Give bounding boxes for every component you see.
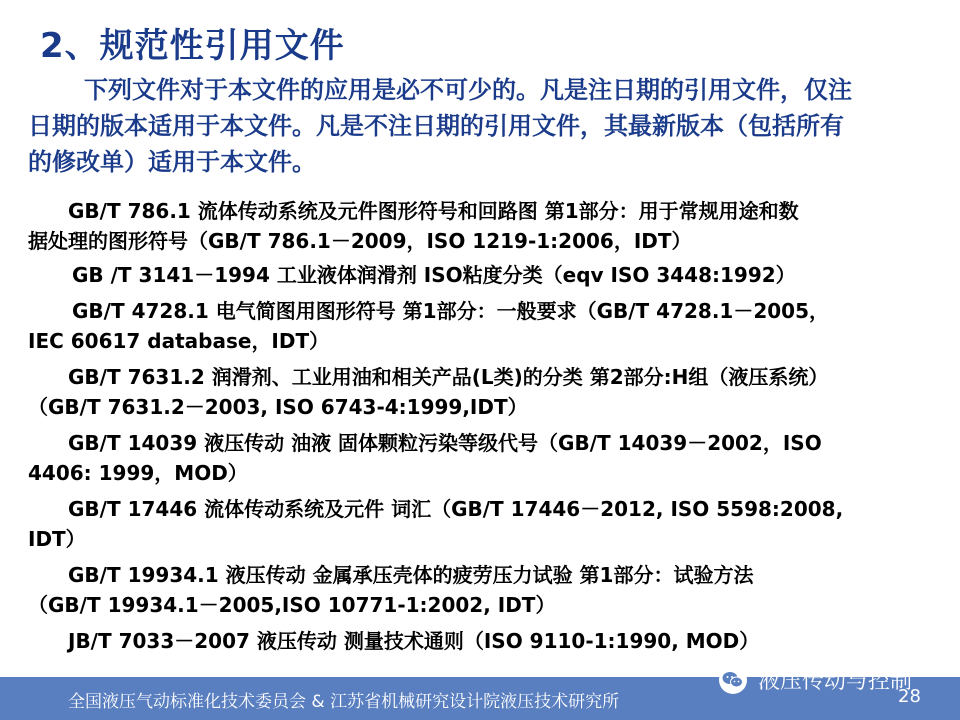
reference-line: 据处理的图形符号（GB/T 786.1－2009，ISO 1219-1:2006，IDT） bbox=[28, 229, 692, 253]
reference-line: GB/T 4728.1 电气简图用图形符号 第1部分：一般要求（GB/T 4728.1－2005， bbox=[72, 299, 830, 323]
reference-line: IEC 60617 database，IDT） bbox=[28, 329, 330, 353]
reference-line: GB /T 3141－1994 工业液体润滑剂 ISO粘度分类（eqv ISO 3448:1992） bbox=[72, 263, 796, 287]
reference-item bbox=[28, 362, 938, 422]
reference-item bbox=[28, 626, 938, 656]
reference-line: GB/T 19934.1 液压传动 金属承压壳体的疲劳压力试验 第1部分：试验方法 bbox=[68, 563, 754, 587]
slide-title: 2、规范性引用文件 bbox=[40, 26, 345, 66]
reference-line: GB/T 17446 流体传动系统及元件 词汇（GB/T 17446－2012, ISO 5598:2008, bbox=[68, 497, 844, 521]
reference-item bbox=[28, 296, 938, 356]
reference-item bbox=[28, 428, 938, 488]
reference-line: IDT） bbox=[28, 527, 86, 551]
reference-line: （GB/T 7631.2－2003, ISO 6743-4:1999,IDT） bbox=[28, 395, 528, 419]
reference-line: 4406: 1999，MOD） bbox=[28, 461, 248, 485]
page-number: 28 bbox=[898, 686, 921, 707]
intro-line: 下列文件对于本文件的应用是必不可少的。凡是注日期的引用文件，仅注 bbox=[84, 76, 852, 104]
intro-line: 的修改单）适用于本文件。 bbox=[28, 148, 316, 176]
wechat-watermark bbox=[718, 664, 912, 695]
reference-line: JB/T 7033－2007 液压传动 测量技术通则（ISO 9110-1:1990, MOD） bbox=[68, 629, 760, 653]
reference-line: GB/T 786.1 流体传动系统及元件图形符号和回路图 第1部分：用于常规用途和数 bbox=[68, 199, 799, 223]
footer-organizations: 全国液压气动标准化技术委员会 & 江苏省机械研究设计院液压技术研究所 bbox=[68, 692, 620, 712]
reference-item bbox=[28, 196, 938, 256]
wechat-icon bbox=[718, 665, 748, 695]
intro-paragraph bbox=[28, 72, 940, 180]
reference-line: （GB/T 19934.1－2005,ISO 10771-1:2002, IDT） bbox=[28, 593, 556, 617]
reference-list bbox=[28, 196, 938, 656]
reference-item bbox=[28, 260, 938, 290]
reference-line: GB/T 14039 液压传动 油液 固体颗粒污染等级代号（GB/T 14039－2002，ISO bbox=[68, 431, 822, 455]
reference-item bbox=[28, 560, 938, 620]
reference-line: GB/T 7631.2 润滑剂、工业用油和相关产品(L类)的分类 第2部分:H组（液压系统） bbox=[68, 365, 829, 389]
wechat-account-name: 液压传动与控制 bbox=[758, 669, 913, 694]
intro-line: 日期的版本适用于本文件。凡是不注日期的引用文件，其最新版本（包括所有 bbox=[28, 112, 844, 140]
reference-item bbox=[28, 494, 938, 554]
